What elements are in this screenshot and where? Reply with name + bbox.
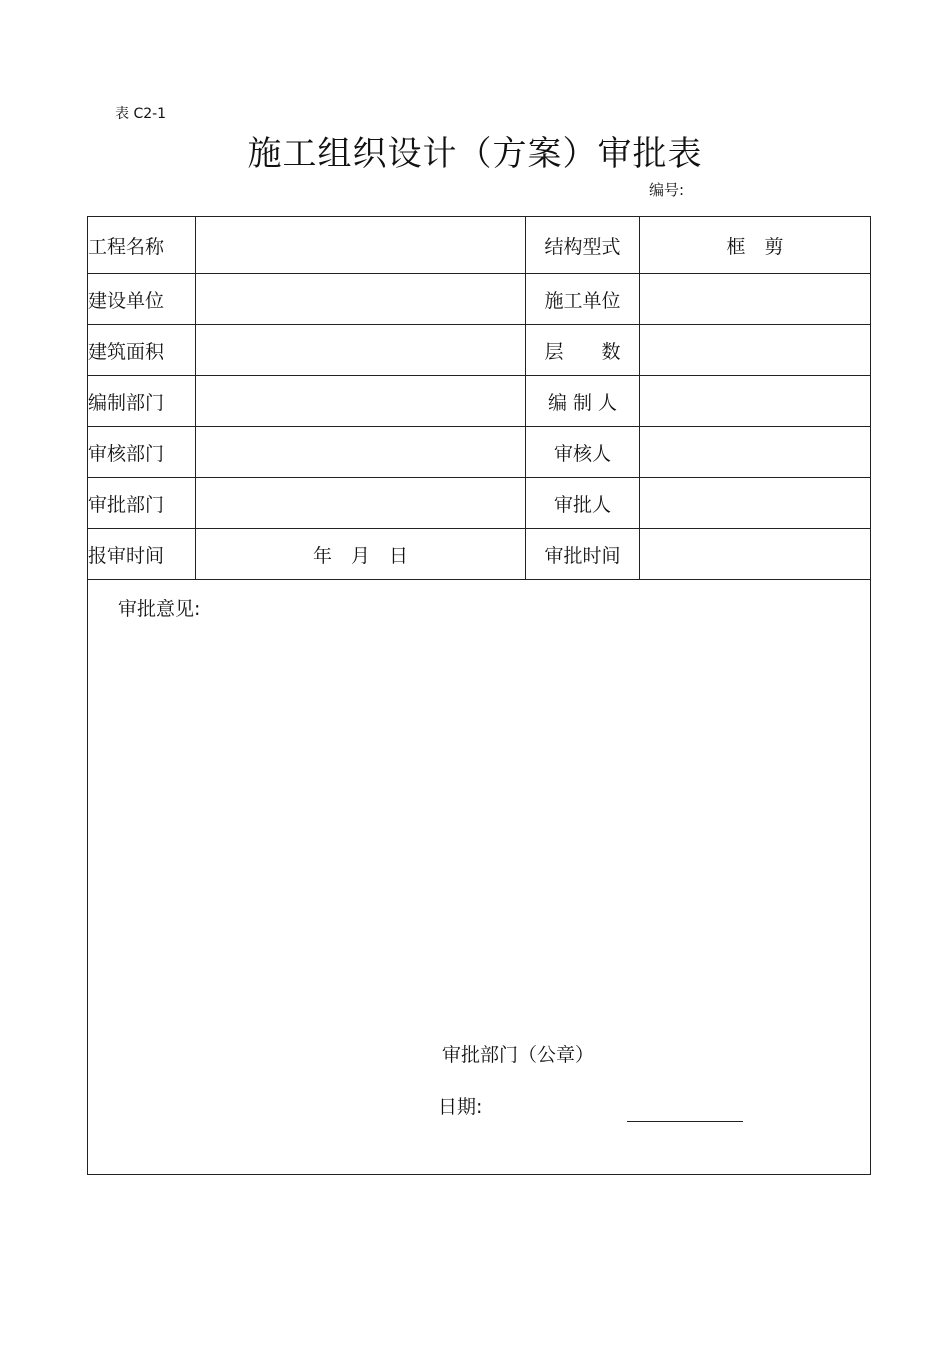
- reviewer-label: 审核人: [526, 427, 640, 478]
- structure-type-label: 结构型式: [526, 217, 640, 274]
- row-project-name: [88, 217, 871, 274]
- date-label: 日期:: [438, 1096, 483, 1118]
- row-compiler: [88, 376, 871, 427]
- submit-date-field[interactable]: 年 月 日: [196, 529, 526, 580]
- row-dates: [88, 529, 871, 580]
- reviewer-field[interactable]: [640, 427, 871, 478]
- approval-table: [87, 216, 871, 1175]
- row-approval: [88, 478, 871, 529]
- compiling-dept-field[interactable]: [196, 376, 526, 427]
- submit-time-label: 报审时间: [88, 529, 196, 580]
- review-dept-field[interactable]: [196, 427, 526, 478]
- contractor-field[interactable]: [640, 274, 871, 325]
- row-area: [88, 325, 871, 376]
- project-name-label: 工程名称: [88, 217, 196, 274]
- owner-unit-field[interactable]: [196, 274, 526, 325]
- opinion-label: 审批意见:: [118, 598, 201, 620]
- row-owner: [88, 274, 871, 325]
- owner-unit-label: 建设单位: [88, 274, 196, 325]
- row-opinion: [88, 580, 871, 1175]
- date-signature-line[interactable]: [627, 1121, 743, 1122]
- approval-dept-field[interactable]: [196, 478, 526, 529]
- approval-dept-label: 审批部门: [88, 478, 196, 529]
- project-name-field[interactable]: [196, 217, 526, 274]
- review-dept-label: 审核部门: [88, 427, 196, 478]
- building-area-label: 建筑面积: [88, 325, 196, 376]
- contractor-label: 施工单位: [526, 274, 640, 325]
- compiler-label: 编 制 人: [526, 376, 640, 427]
- opinion-box[interactable]: [88, 580, 871, 1175]
- approver-field[interactable]: [640, 478, 871, 529]
- approval-time-label: 审批时间: [526, 529, 640, 580]
- approval-time-field[interactable]: [640, 529, 871, 580]
- form-code: 表 C2-1: [115, 106, 167, 122]
- building-area-field[interactable]: [196, 325, 526, 376]
- page-title: 施工组织设计（方案）审批表: [247, 134, 703, 174]
- serial-number-label: 编号:: [649, 181, 685, 199]
- row-review: [88, 427, 871, 478]
- compiling-dept-label: 编制部门: [88, 376, 196, 427]
- floor-count-field[interactable]: [640, 325, 871, 376]
- approver-label: 审批人: [526, 478, 640, 529]
- structure-type-field[interactable]: 框 剪: [640, 217, 871, 274]
- seal-label: 审批部门（公章）: [442, 1044, 595, 1066]
- floor-count-label: 层 数: [526, 325, 640, 376]
- compiler-field[interactable]: [640, 376, 871, 427]
